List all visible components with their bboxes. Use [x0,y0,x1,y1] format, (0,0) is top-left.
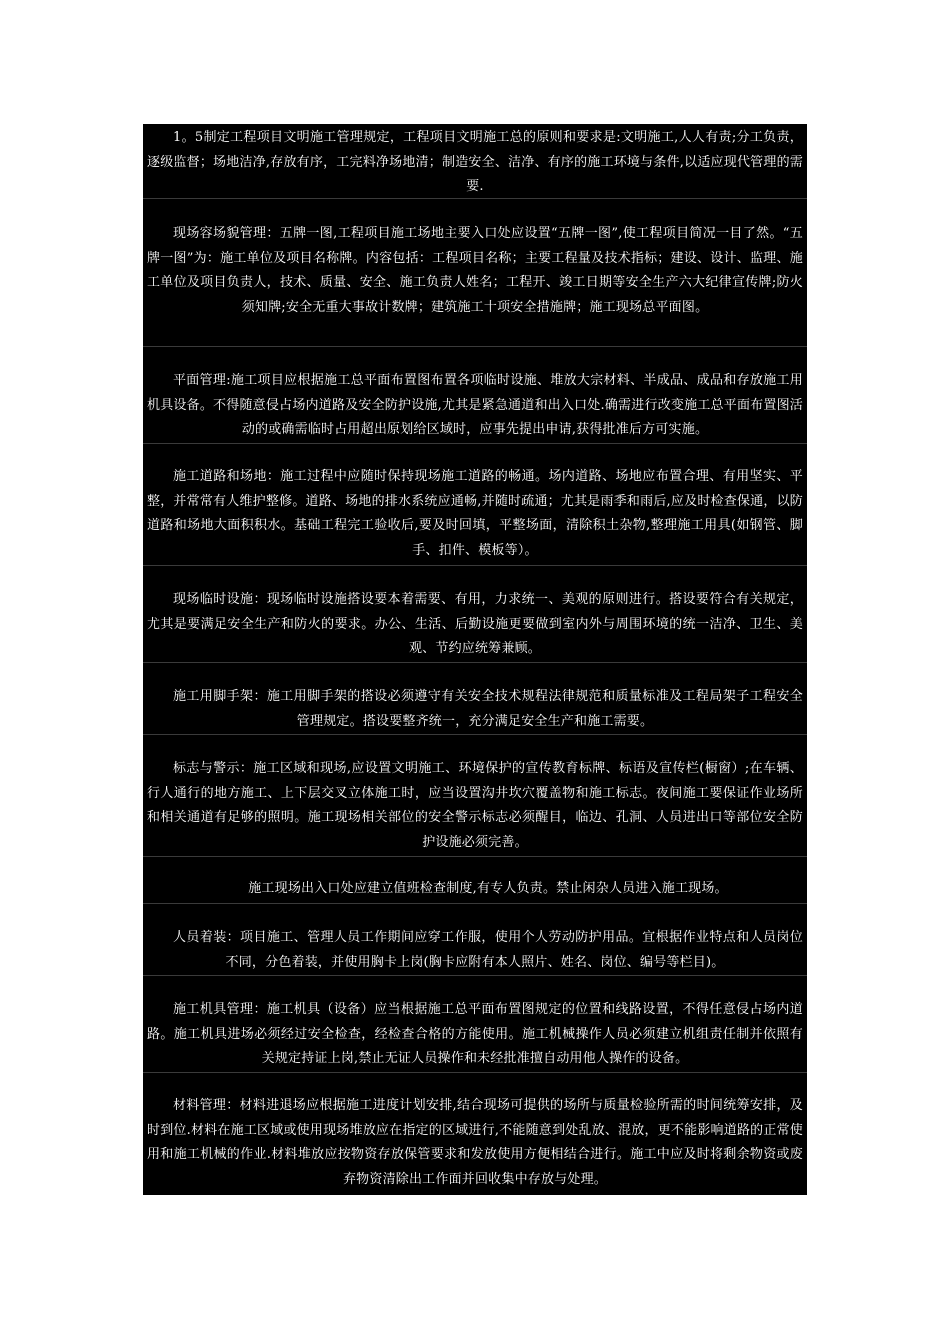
section-materials-management [143,1072,807,1195]
paragraph: 施工用脚手架：施工用脚手架的搭设必须遵守有关安全技术规程法律规范和质量标准及工程局架子工程安全管理规定。搭设要整齐统一，充分满足安全生产和施工需要。 [173,689,803,729]
paragraph: 现场容场貌管理：五牌一图,工程项目施工场地主要入口处应设置“五牌一图”,使工程项目简况一目了然。“五牌一图”为：施工单位及项目名称牌。内容包括：工程项目名称；主要工程量及技术指标；建设、设计、监理、施工单位及项目负责人，技术、质量、安全、施工负责人姓名；工程开、竣工日期等安全生产六大纪律宣传牌;防火须知牌;安全无重大事故计数牌；建筑施工十项安全措施牌；施工现场总平面图。 [147,226,803,315]
section-roads-and-site [143,443,807,565]
paragraph: 1。5制定工程项目文明施工管理规定，工程项目文明施工总的原则和要求是:文明施工,人人有责;分工负责，逐级监督；场地洁净,存放有序，工完料净场地清；制造安全、洁净、有序的施工环境与条件,以适应现代管理的需要. [147,130,803,194]
paragraph: 平面管理:施工项目应根据施工总平面布置图布置各项临时设施、堆放大宗材料、半成品、成品和存放施工用机具设备。不得随意侵占场内道路及安全防护设施,尤其是紧急通道和出入口处.确需进行改变施工总平面布置图活动的或确需临时占用超出原划给区域时，应事先提出申请,获得批准后方可实施。 [147,373,803,437]
paragraph: 标志与警示：施工区域和现场,应设置文明施工、环境保护的宣传教育标牌、标语及宣传栏(橱窗）;在车辆、行人通行的地方施工、上下层交叉立体施工时，应当设置沟井坎穴覆盖物和施工标志。夜间施工要保证作业场所和相关通道有足够的照明。施工现场相关部位的安全警示标志必须醒目，临边、孔洞、人员进出口等部位安全防护设施必须完善。 [147,761,803,850]
paragraph: 材料管理：材料进退场应根据施工进度计划安排,结合现场可提供的场所与质量检验所需的时间统筹安排，及时到位.材料在施工区域或使用现场堆放应在指定的区域进行,不能随意到处乱放、混放，更不能影响道路的正常使用和施工机械的作业.材料堆放应按物资存放保管要求和发放使用方便相结合进行。施工中应及时将剩余物资或废弃物资清除出工作面并回收集中存放与处理。 [147,1098,803,1187]
paragraph: 施工机具管理：施工机具（设备）应当根据施工总平面布置图规定的位置和线路设置，不得任意侵占场内道路。施工机具进场必须经过安全检查，经检查合格的方能使用。施工机械操作人员必须建立机组责任制并依照有关规定持证上岗,禁止无证人员操作和未经批准擅自动用他人操作的设备。 [147,1002,803,1066]
section-layout-management [143,346,807,443]
paragraph: 人员着装：项目施工、管理人员工作期间应穿工作服，使用个人劳动防护用品。宜根据作业特点和人员岗位不同，分色着装，并使用胸卡上岗(胸卡应附有本人照片、姓名、岗位、编号等栏目)。 [173,930,803,970]
section-temporary-facilities [143,565,807,662]
section-scaffolding [143,662,807,734]
section-signs-and-warnings [143,734,807,856]
paragraph: 现场临时设施：现场临时设施搭设要本着需要、有用，力求统一、美观的原则进行。搭设要符合有关规定，尤其是要满足安全生产和防火的要求。办公、生活、后勤设施更要做到室内外与周围环境的统一洁净、卫生、美观、节约应统筹兼顾。 [147,592,803,656]
document-content [143,124,807,1195]
section-equipment-management [143,975,807,1072]
paragraph: 施工现场出入口处应建立值班检查制度,有专人负责。禁止闲杂人员进入施工现场。 [248,881,728,896]
section-site-appearance [143,198,807,346]
section-personnel-attire [143,903,807,975]
section-principles [143,124,807,198]
paragraph: 施工道路和场地：施工过程中应随时保持现场施工道路的畅通。场内道路、场地应布置合理、有用坚实、平整，并常常有人维护整修。道路、场地的排水系统应通畅,并随时疏通；尤其是雨季和雨后,应及时检查保通，以防道路和场地大面积积水。基础工程完工验收后,要及时回填，平整场面，清除积土杂物,整理施工用具(如钢管、脚手、扣件、模板等）。 [147,469,803,558]
section-entrance-duty [143,856,807,903]
